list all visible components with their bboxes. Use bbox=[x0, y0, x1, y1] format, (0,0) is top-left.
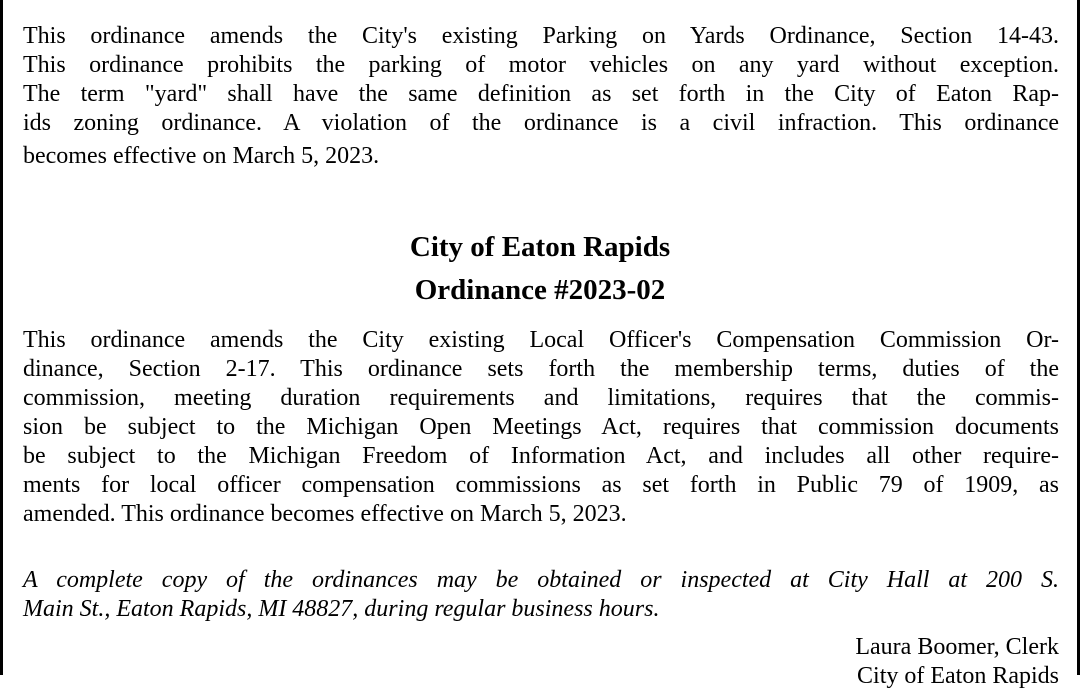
paragraph-line: ments for local officer compensation commissions as set forth in Public 79 of 1909, as bbox=[23, 472, 1059, 498]
paragraph-line: ids zoning ordinance. A violation of the ordinance is a civil infraction. This ordinance bbox=[23, 110, 1059, 136]
clerk-signature-name: Laura Boomer, Clerk bbox=[855, 634, 1059, 660]
paragraph-line: The term "yard" shall have the same definition as set forth in the City of Eaton Rap- bbox=[23, 81, 1059, 107]
ordinance-heading-number: Ordinance #2023-02 bbox=[414, 274, 666, 306]
paragraph-line: dinance, Section 2-17. This ordinance sets forth the membership terms, duties of the bbox=[23, 356, 1059, 382]
paragraph-line: This ordinance amends the City existing Local Officer's Compensation Commission Or- bbox=[23, 327, 1059, 353]
parking-ordinance-paragraph bbox=[23, 22, 1059, 171]
paragraph-line: This ordinance prohibits the parking of motor vehicles on any yard without exception. bbox=[23, 52, 1059, 78]
paragraph-line: This ordinance amends the City's existing Parking on Yards Ordinance, Section 14-43. bbox=[23, 23, 1059, 49]
paragraph-line: be subject to the Michigan Freedom of Information Act, and includes all other require- bbox=[23, 443, 1059, 469]
notice-line: A complete copy of the ordinances may be obtained or inspected at City Hall at 200 S. bbox=[23, 567, 1059, 593]
paragraph-line: becomes effective on March 5, 2023. bbox=[23, 143, 380, 169]
paragraph-line: amended. This ordinance becomes effective on March 5, 2023. bbox=[23, 501, 627, 527]
paragraph-line: sion be subject to the Michigan Open Meetings Act, requires that commission documents bbox=[23, 414, 1059, 440]
compensation-ordinance-paragraph bbox=[23, 326, 1059, 529]
ordinance-copy-notice bbox=[23, 566, 1059, 624]
notice-line: Main St., Eaton Rapids, MI 48827, during regular business hours. bbox=[23, 596, 660, 622]
ordinance-heading-city: City of Eaton Rapids bbox=[409, 231, 671, 263]
clerk-signature-organization: City of Eaton Rapids bbox=[857, 663, 1059, 689]
paragraph-line: commission, meeting duration requirements and limitations, requires that the commis- bbox=[23, 385, 1059, 411]
